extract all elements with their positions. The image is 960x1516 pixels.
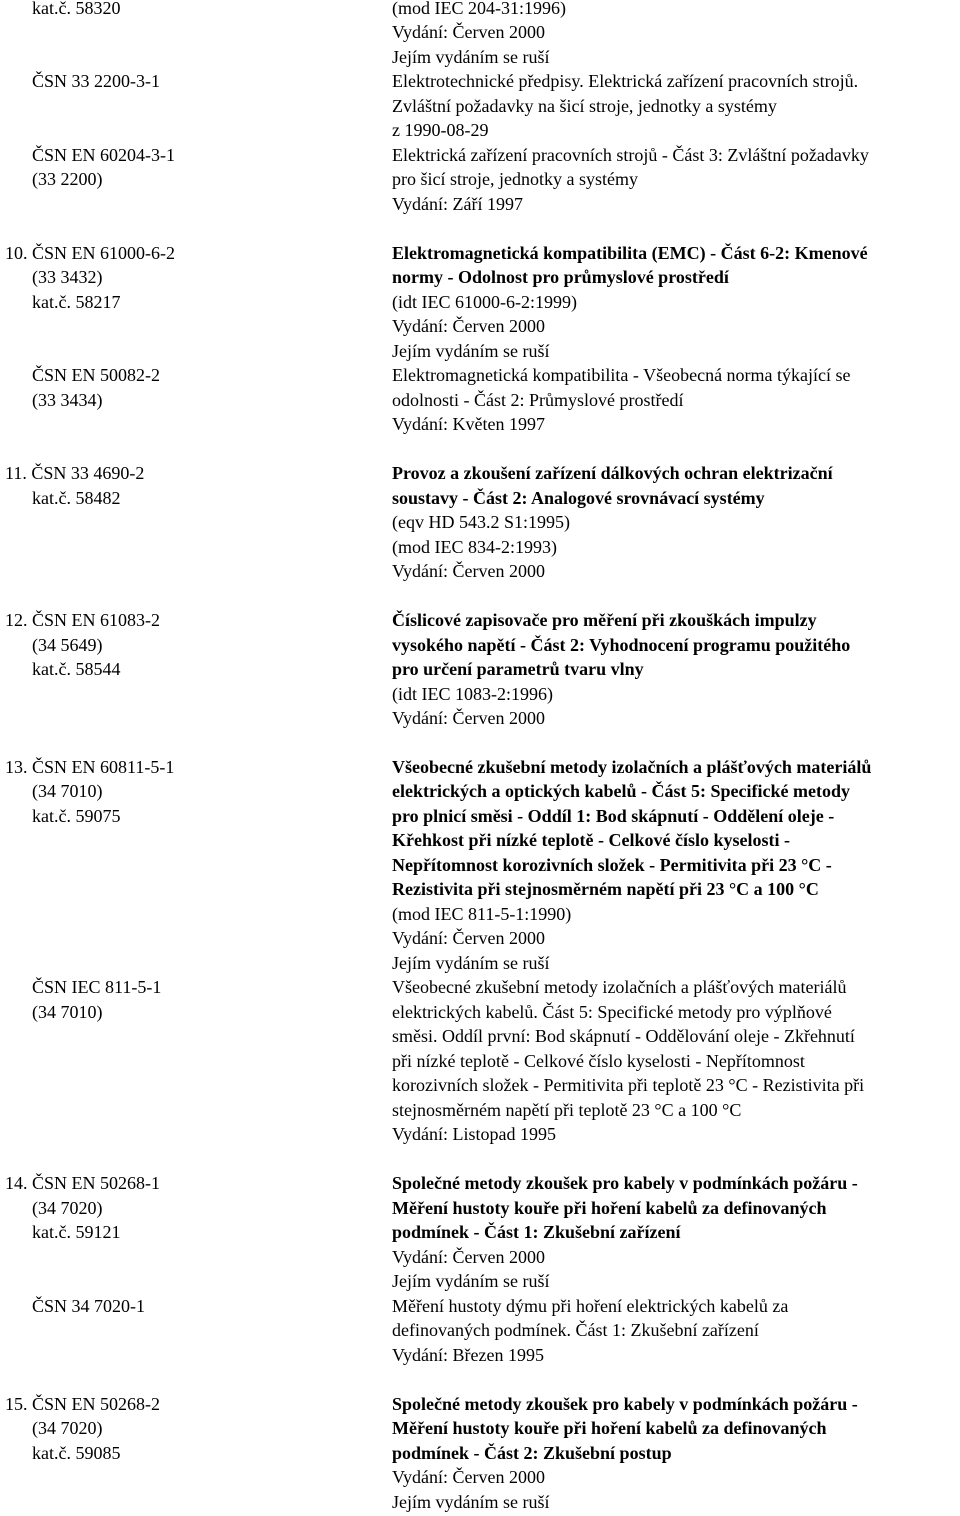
entry-title-line: pro plnicí směsi - Oddíl 1: Bod skápnutí - Oddělení oleje - — [392, 806, 835, 826]
entry-title-line: soustavy - Část 2: Analogové srovnávací systémy — [392, 488, 765, 508]
right-line: definovaných podmínek. Část 1: Zkušební zařízení — [392, 1320, 759, 1340]
entry-title-line: Měření hustoty kouře při hoření kabelů za definovaných — [392, 1418, 827, 1438]
left-line: ČSN IEC 811-5-1 — [32, 977, 162, 997]
entry-number: 15. ČSN EN 50268-2 — [5, 1394, 161, 1414]
entry-title-line: podmínek - Část 2: Zkušební postup — [392, 1443, 672, 1463]
right-line: elektrických kabelů. Část 5: Specifické metody pro výplňové — [392, 1002, 832, 1022]
entry-title-line: Všeobecné zkušební metody izolačních a plášťových materiálů — [392, 757, 872, 777]
entry-number: 10. ČSN EN 61000-6-2 — [5, 243, 175, 263]
entry-title-line: vysokého napětí - Část 2: Vyhodnocení programu použitého — [392, 635, 851, 655]
left-line: (33 3432) — [32, 267, 103, 287]
right-line: Jejím vydáním se ruší — [392, 47, 550, 67]
left-line: (34 7010) — [32, 781, 103, 801]
left-line: ČSN EN 60204-3-1 — [32, 145, 175, 165]
right-line: Všeobecné zkušební metody izolačních a plášťových materiálů — [392, 977, 847, 997]
left-line: kat.č. 58217 — [32, 292, 121, 312]
right-line: Elektromagnetická kompatibilita - Všeobecná norma týkající se — [392, 365, 851, 385]
right-line: (mod IEC 204-31:1996) — [392, 0, 566, 18]
entry-title-line: Nepřítomnost korozivních složek - Permitivita při 23 °C - — [392, 855, 832, 875]
right-line: při nízké teplotě - Celkové číslo kyselosti - Nepřítomnost — [392, 1051, 805, 1071]
right-line: odolnosti - Část 2: Průmyslové prostředí — [392, 390, 684, 410]
right-line: Vydání: Březen 1995 — [392, 1345, 544, 1365]
left-line: (33 3434) — [32, 390, 103, 410]
entry-title-line: pro určení parametrů tvaru vlny — [392, 659, 644, 679]
entry-title-line: elektrických a optických kabelů - Část 5: Specifické metody — [392, 781, 850, 801]
right-line: Vydání: Červen 2000 — [392, 1247, 545, 1267]
entry-title-line: Číslicové zapisovače pro měření při zkouškách impulzy — [392, 610, 817, 630]
left-line: kat.č. 58482 — [32, 488, 121, 508]
right-line: Jejím vydáním se ruší — [392, 341, 550, 361]
right-line: Měření hustoty dýmu při hoření elektrických kabelů za — [392, 1296, 789, 1316]
right-line: Vydání: Září 1997 — [392, 194, 523, 214]
left-line: (34 7020) — [32, 1418, 103, 1438]
entry-title-line: Křehkost při nízké teplotě - Celkové číslo kyselosti - — [392, 830, 790, 850]
entry-number: 11. ČSN 33 4690-2 — [5, 463, 145, 483]
entry-title-line: Rezistivita při stejnosměrném napětí při 23 °C a 100 °C — [392, 879, 819, 899]
left-line: (34 7010) — [32, 1002, 103, 1022]
left-line: kat.č. 58320 — [32, 0, 121, 18]
right-line: Vydání: Červen 2000 — [392, 316, 545, 336]
entry-title-line: normy - Odolnost pro průmyslové prostředí — [392, 267, 729, 287]
right-line: (eqv HD 543.2 S1:1995) — [392, 512, 570, 532]
entry-title-line: Provoz a zkoušení zařízení dálkových ochran elektrizační — [392, 463, 833, 483]
left-line: kat.č. 58544 — [32, 659, 121, 679]
left-line: (33 2200) — [32, 169, 103, 189]
right-line: Vydání: Červen 2000 — [392, 1467, 545, 1487]
right-line: (mod IEC 834-2:1993) — [392, 537, 557, 557]
entry-number: 14. ČSN EN 50268-1 — [5, 1173, 161, 1193]
right-line: (mod IEC 811-5-1:1990) — [392, 904, 572, 924]
left-line: kat.č. 59075 — [32, 806, 121, 826]
entry-title-line: Měření hustoty kouře při hoření kabelů za definovaných — [392, 1198, 827, 1218]
left-line: ČSN 34 7020-1 — [32, 1296, 146, 1316]
entry-title-line: Společné metody zkoušek pro kabely v podmínkách požáru - — [392, 1394, 858, 1414]
right-line: z 1990-08-29 — [392, 120, 489, 140]
right-line: Jejím vydáním se ruší — [392, 953, 550, 973]
right-line: Jejím vydáním se ruší — [392, 1492, 550, 1512]
entry-number: 13. ČSN EN 60811-5-1 — [5, 757, 175, 777]
right-line: Vydání: Červen 2000 — [392, 22, 545, 42]
entry-number: 12. ČSN EN 61083-2 — [5, 610, 161, 630]
left-line: kat.č. 59085 — [32, 1443, 121, 1463]
right-line: směsi. Oddíl první: Bod skápnutí - Oddělování oleje - Zkřehnutí — [392, 1026, 855, 1046]
left-line: kat.č. 59121 — [32, 1222, 121, 1242]
left-line: (34 7020) — [32, 1198, 103, 1218]
entry-title-line: podmínek - Část 1: Zkušební zařízení — [392, 1222, 681, 1242]
right-line: Vydání: Červen 2000 — [392, 561, 545, 581]
left-line: ČSN EN 50082-2 — [32, 365, 161, 385]
right-line: Vydání: Květen 1997 — [392, 414, 545, 434]
right-line: Jejím vydáním se ruší — [392, 1271, 550, 1291]
right-line: Elektrotechnické předpisy. Elektrická zařízení pracovních strojů. — [392, 71, 859, 91]
left-line: ČSN 33 2200-3-1 — [32, 71, 161, 91]
right-line: pro šicí stroje, jednotky a systémy — [392, 169, 638, 189]
right-line: (idt IEC 1083-2:1996) — [392, 684, 553, 704]
right-line: (idt IEC 61000-6-2:1999) — [392, 292, 577, 312]
right-line: stejnosměrném napětí při teplotě 23 °C a 100 °C — [392, 1100, 742, 1120]
left-line: (34 5649) — [32, 635, 103, 655]
right-line: Vydání: Červen 2000 — [392, 928, 545, 948]
entry-title-line: Elektromagnetická kompatibilita (EMC) - Část 6-2: Kmenové — [392, 243, 868, 263]
entry-title-line: Společné metody zkoušek pro kabely v podmínkách požáru - — [392, 1173, 858, 1193]
right-line: Elektrická zařízení pracovních strojů - Část 3: Zvláštní požadavky — [392, 145, 869, 165]
right-line: korozivních složek - Permitivita při teplotě 23 °C - Rezistivita při — [392, 1075, 865, 1095]
right-line: Vydání: Listopad 1995 — [392, 1124, 556, 1144]
right-line: Zvláštní požadavky na šicí stroje, jednotky a systémy — [392, 96, 777, 116]
right-line: Vydání: Červen 2000 — [392, 708, 545, 728]
